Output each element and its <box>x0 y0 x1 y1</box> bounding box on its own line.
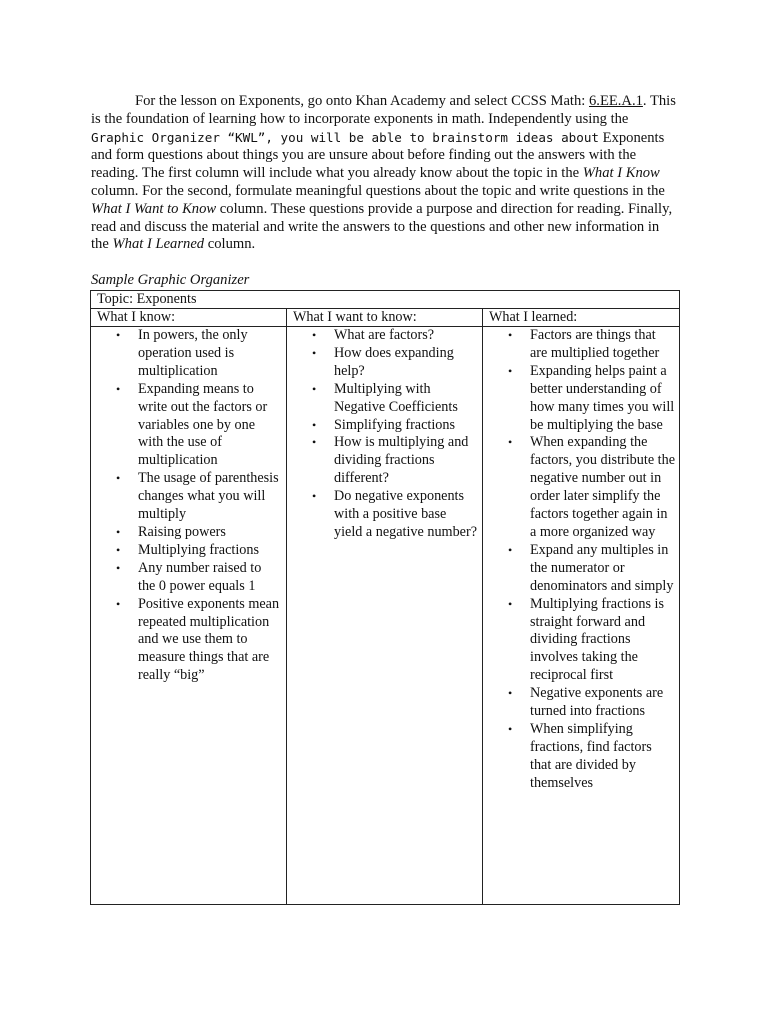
bullet-icon: • <box>508 596 513 611</box>
list-item <box>91 524 282 542</box>
list-item <box>91 327 282 381</box>
list-item-text: The usage of parenthesis changes what you will multiply <box>138 470 279 523</box>
bullet-icon: • <box>508 328 513 342</box>
want-column-ref: What I Want to Know <box>91 200 217 217</box>
know-column-ref: What I Know <box>582 165 660 182</box>
bullet-icon: • <box>116 560 121 575</box>
learned-list <box>483 327 675 793</box>
list-item-text: In powers, the only operation used is multiplication <box>138 327 248 379</box>
bullet-icon: • <box>312 345 317 360</box>
list-item-text: Factors are things that are multiplied together <box>530 327 660 361</box>
list-item <box>287 417 478 435</box>
list-item <box>483 721 675 793</box>
bullet-icon: • <box>312 489 317 504</box>
list-item <box>91 542 282 560</box>
bullet-icon: • <box>312 435 317 450</box>
learned-column-ref: What I Learned <box>112 236 205 253</box>
list-item-text: Expand any multiples in the numerator or denominators and simply <box>530 541 674 594</box>
list-item-text: Positive exponents mean repeated multiplication and we use them to measure things that are really “big” <box>138 595 280 684</box>
header-know: What I know: <box>91 309 287 327</box>
list-item <box>287 434 478 488</box>
list-item-text: Any number raised to the 0 power equals 1 <box>138 559 262 594</box>
bullet-icon: • <box>116 328 121 342</box>
list-item-text: Raising powers <box>138 523 226 540</box>
list-item-text: Multiplying fractions <box>138 541 259 558</box>
bullet-icon: • <box>508 363 513 378</box>
topic-row <box>91 291 680 309</box>
header-learned: What I learned: <box>483 309 680 327</box>
list-item <box>483 542 675 596</box>
list-item-text: What are factors? <box>334 327 435 343</box>
list-item-text: When expanding the factors, you distribute the negative number out in order later simplify the factors together again in a more organized way <box>530 434 675 540</box>
list-item-text: Do negative exponents with a positive base yield a negative number? <box>334 488 477 540</box>
bullet-icon: • <box>312 417 317 432</box>
list-item <box>91 381 282 471</box>
bullet-icon: • <box>116 381 121 396</box>
list-item <box>483 434 675 541</box>
bullet-icon: • <box>116 471 121 486</box>
list-item <box>287 381 478 417</box>
bullet-icon: • <box>508 435 513 450</box>
list-item-text: How is multiplying and dividing fractions different? <box>334 434 469 487</box>
list-item-text: Simplifying fractions <box>334 416 455 433</box>
list-item <box>91 560 282 596</box>
bullet-icon: • <box>116 524 121 539</box>
list-item <box>287 327 478 345</box>
topic-cell: Topic: Exponents <box>91 291 680 309</box>
bullet-icon: • <box>508 542 513 557</box>
list-item <box>483 685 675 721</box>
bullet-icon: • <box>116 596 121 611</box>
know-column <box>91 327 287 905</box>
want-list <box>287 327 478 542</box>
intro-line1: For the lesson on Exponents, go onto Khan Academy and select CCSS Math: <box>135 93 586 109</box>
intro-after-organizer: Exponents and form questions about things you are unsure about before finding out the answers with the reading. The first column will include what you already know about the topic in the <box>91 129 665 182</box>
intro-after-link: . This is the foundation of learning how to incorporate exponents in math. Independently using the <box>91 93 676 127</box>
header-want: What I want to know: <box>287 309 483 327</box>
list-item <box>483 596 675 686</box>
list-item <box>483 327 675 363</box>
standard-link[interactable]: 6.EE.A.1 <box>589 93 643 109</box>
list-item-text: Multiplying with Negative Coefficients <box>334 380 458 415</box>
content-row <box>91 327 680 905</box>
bullet-icon: • <box>312 381 317 396</box>
intro-after-know: column. For the second, formulate meaningful questions about the topic and write questions in the <box>91 182 665 199</box>
want-column <box>287 327 483 905</box>
bullet-icon: • <box>508 721 513 736</box>
list-item <box>287 345 478 381</box>
intro-after-want: column. These questions provide a purpose and direction for reading. Finally, read and discuss the material and write the answers to the questions and other new information in the <box>91 200 673 253</box>
list-item-text: Negative exponents are turned into fractions <box>530 685 664 720</box>
know-list <box>91 327 282 685</box>
bullet-icon: • <box>312 328 317 342</box>
bullet-icon: • <box>508 686 513 701</box>
list-item <box>91 596 282 686</box>
list-item <box>287 488 478 542</box>
header-row <box>91 309 680 327</box>
list-item-text: Expanding helps paint a better understanding of how many times you will be multiplying the base <box>530 362 675 433</box>
organizer-text: Graphic Organizer “KWL”, you will be able to brainstorm ideas about <box>91 129 599 145</box>
list-item-text: Multiplying fractions is straight forward and dividing fractions involves taking the reciprocal first <box>530 595 664 684</box>
list-item-text: Expanding means to write out the factors or variables one by one with the use of multiplication <box>138 380 268 469</box>
kwl-table <box>90 290 680 905</box>
list-item-text: How does expanding help? <box>334 344 454 379</box>
instructions-paragraph <box>91 93 679 254</box>
organizer-caption: Sample Graphic Organizer <box>91 272 250 288</box>
list-item <box>91 470 282 524</box>
learned-column <box>483 327 680 905</box>
bullet-icon: • <box>116 542 121 557</box>
list-item <box>483 363 675 435</box>
list-item-text: When simplifying fractions, find factors that are divided by themselves <box>530 720 652 791</box>
intro-after-learned: column. <box>204 236 256 253</box>
